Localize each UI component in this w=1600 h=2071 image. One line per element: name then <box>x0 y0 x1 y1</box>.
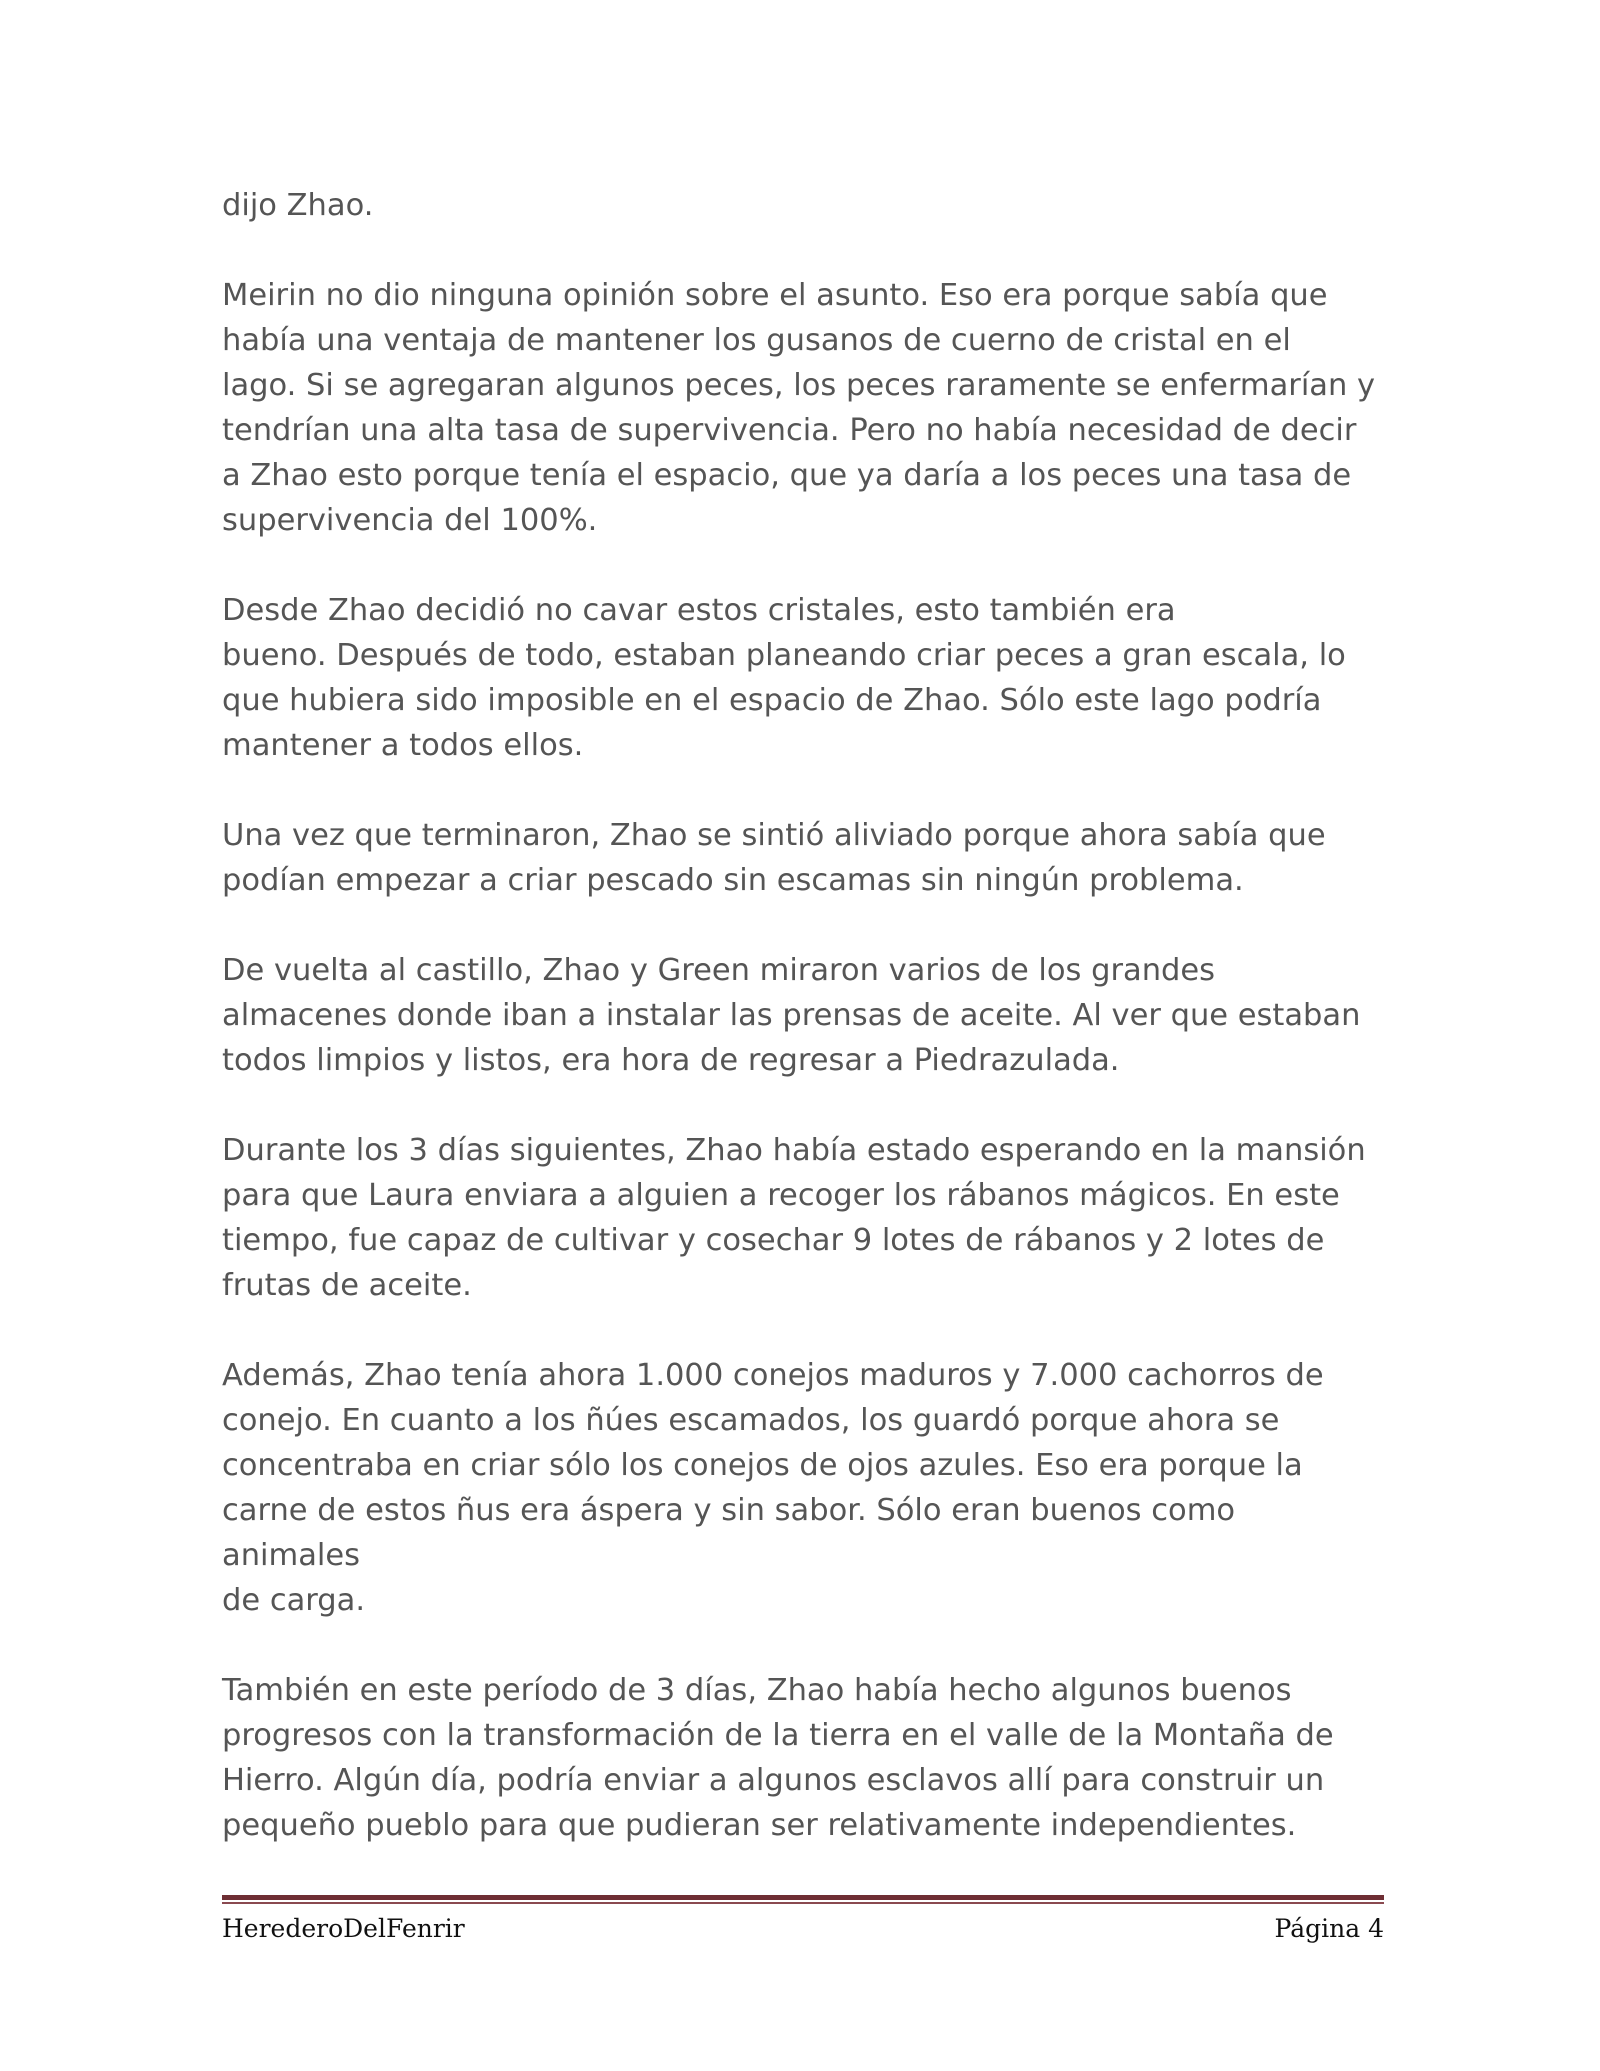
paragraph-8: También en este período de 3 días, Zhao había hecho algunos buenos progresos con la transformación de la tierra en el valle de la Montaña de Hierro. Algún día, podría enviar a algunos esclavos allí para construir un pequeño pueblo para que pudieran ser relativamente independientes. <box>222 1673 1334 1843</box>
body-text <box>222 183 1382 1893</box>
page-footer <box>222 1914 1384 1954</box>
footer-divider-thin <box>222 1902 1384 1904</box>
paragraph-1: dijo Zhao. <box>222 188 374 223</box>
footer-author: HerederoDelFenrir <box>222 1914 465 1943</box>
paragraph-7: Además, Zhao tenía ahora 1.000 conejos maduros y 7.000 cachorros de conejo. En cuanto a los ñúes escamados, los guardó porque ahora se concentraba en criar sólo los conejos de ojos azules. Eso era porque la carne de estos ñus era áspera y sin sabor. Sólo eran buenos como animales de carga. <box>222 1358 1324 1618</box>
paragraph-6: Durante los 3 días siguientes, Zhao había estado esperando en la mansión para que Laura enviara a alguien a recoger los rábanos mágicos. En este tiempo, fue capaz de cultivar y cosechar 9 lotes de rábanos y 2 lotes de frutas de aceite. <box>222 1133 1366 1303</box>
paragraph-4: Una vez que terminaron, Zhao se sintió aliviado porque ahora sabía que podían empezar a criar pescado sin escamas sin ningún problema. <box>222 818 1326 898</box>
footer-page-number: Página 4 <box>1274 1914 1384 1943</box>
paragraph-3: Desde Zhao decidió no cavar estos cristales, esto también era bueno. Después de todo, estaban planeando criar peces a gran escala, lo que hubiera sido imposible en el espacio de Zhao. Sólo este lago podría mantener a todos ellos. <box>222 593 1346 763</box>
footer-divider <box>222 1895 1384 1904</box>
paragraph-2: Meirin no dio ninguna opinión sobre el asunto. Eso era porque sabía que había una ventaja de mantener los gusanos de cuerno de cristal en el lago. Si se agregaran algunos peces, los peces raramente se enfermarían y tendrían una alta tasa de supervivencia. Pero no había necesidad de decir a Zhao esto porque tenía el espacio, que ya daría a los peces una tasa de supervivencia del 100%. <box>222 278 1376 538</box>
paragraph-5: De vuelta al castillo, Zhao y Green miraron varios de los grandes almacenes donde iban a instalar las prensas de aceite. Al ver que estaban todos limpios y listos, era hora de regresar a Piedrazulada. <box>222 953 1361 1078</box>
footer-divider-thick <box>222 1895 1384 1900</box>
